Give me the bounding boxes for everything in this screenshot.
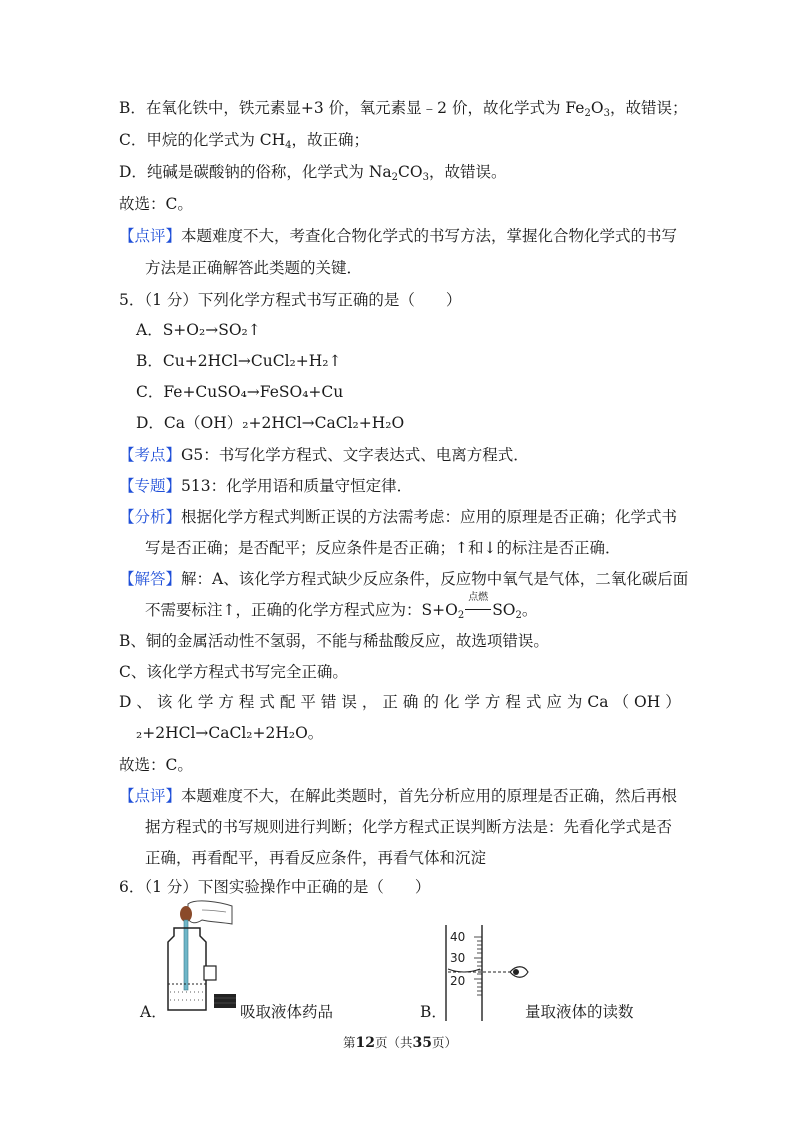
justified-glyph: 正 [382, 693, 398, 711]
answer-c: C、该化学方程式书写完全正确。 [119, 663, 348, 681]
text-line: 方法是正确解答此类题的关键． [145, 259, 363, 277]
analysis-tag: 【分析】 [119, 508, 182, 526]
justified-glyph: ， [361, 693, 378, 711]
page-footer [0, 1033, 800, 1051]
review [119, 786, 677, 806]
answer-text: 解：A、该化学方程式缺少反应条件，反应物中氧气是气体，二氧化碳后面 [181, 570, 689, 588]
option-a: A．S+O₂→SO₂↑ [136, 321, 261, 339]
comment-heading [119, 226, 677, 246]
topic-text: 513：化学用语和质量守恒定律． [181, 477, 413, 495]
justified-glyph: 程 [505, 693, 521, 711]
topic [119, 476, 412, 496]
justified-glyph: 式 [525, 693, 542, 711]
justified-glyph: 应 [546, 693, 562, 711]
footer-text: 第 [342, 1035, 356, 1050]
justified-glyph: （ [613, 693, 630, 711]
text: CO [398, 163, 423, 181]
text-line [119, 98, 687, 118]
knowledge-tag: 【考点】 [119, 446, 182, 464]
option-d: D．Ca（OH）₂+2HCl→CaCl₂+H₂O [136, 414, 405, 432]
justified-glyph: 误 [341, 693, 357, 711]
justified-glyph: 平 [300, 693, 316, 711]
justified-glyph: 该 [156, 693, 173, 711]
comment-text: 本题难度不大，考查化合物化学式的书写方法，掌握化合物化学式的书写 [181, 227, 678, 245]
figure-b-caption: 量取液体的读数 [525, 1003, 634, 1021]
justified-glyph: ） [665, 693, 681, 711]
figure-a-label: A． [140, 1003, 167, 1021]
reaction-condition-arrow [464, 592, 492, 620]
justified-glyph: OH [634, 693, 661, 711]
subscript: 2 [584, 108, 591, 119]
justified-glyph: 化 [443, 693, 460, 711]
selection: 故选：C。 [119, 756, 193, 774]
subscript: 2 [457, 610, 465, 621]
figure-a-caption: 吸取液体药品 [240, 1003, 334, 1021]
text: SO [492, 601, 516, 619]
justified-glyph: 方 [218, 693, 234, 711]
option-b: B．Cu+2HCl→CuCl₂+H₂↑ [136, 352, 342, 370]
text: ，故错误。 [429, 163, 507, 181]
justified-glyph: 配 [279, 693, 296, 711]
question-5: 5．（1 分）下列化学方程式书写正确的是（ ） [119, 291, 462, 309]
subscript: 3 [603, 108, 610, 119]
text: 不需要标注↑，正确的化学方程式应为：S+O [145, 601, 458, 619]
subscript: 4 [285, 140, 292, 151]
answer-tag: 【解答】 [119, 570, 182, 588]
justified-glyph: 式 [259, 693, 275, 711]
eye-icon [510, 967, 528, 978]
subscript: 3 [422, 172, 429, 183]
analysis [119, 507, 677, 527]
text: C．甲烷的化学式为 CH [119, 131, 286, 149]
justified-glyph: 方 [484, 693, 501, 711]
condition-label: 点燃 [468, 592, 489, 603]
review-text-3: 正确，再看配平，再看反应条件，再看气体和沉淀 [145, 849, 487, 867]
answer-equation-line [145, 592, 538, 621]
justified-glyph: 为 [566, 693, 583, 711]
justified-glyph: D [119, 693, 132, 711]
justified-glyph: 化 [177, 693, 193, 711]
justified-glyph: 程 [238, 693, 255, 711]
justified-glyph: 的 [423, 693, 439, 711]
option-c: C．Fe+CuSO₄→FeSO₄+Cu [136, 383, 344, 401]
justified-glyph: 确 [402, 693, 419, 711]
cylinder-tick-40: 40 [450, 930, 466, 944]
answer-d [119, 692, 681, 712]
subscript: 2 [391, 172, 399, 183]
text: ，故正确； [291, 131, 370, 149]
justified-glyph: Ca [587, 693, 609, 711]
answer [119, 569, 688, 589]
question-6: 6．（1 分）下图实验操作中正确的是（ ） [119, 878, 431, 896]
justified-glyph: 、 [136, 693, 152, 711]
text: ，故错误； [609, 99, 688, 117]
text: B．在氧化铁中，铁元素显+3 价，氧元素显﹣2 价，故化学式为 Fe [119, 99, 585, 117]
figure-dropper-bottle [160, 898, 240, 1018]
text: O [590, 99, 604, 117]
arrow-bar [465, 609, 491, 610]
text-line: 故选：C。 [119, 195, 193, 213]
text-line [119, 130, 369, 150]
subscript: 2 [515, 610, 522, 621]
knowledge-text: G5：书写化学方程式、文字表达式、电离方程式． [181, 446, 529, 464]
footer-text: 页） [431, 1035, 457, 1050]
footer-text: 页（共 [374, 1035, 413, 1050]
answer-d-continued: ₂+2HCl→CaCl₂+2H₂O。 [136, 724, 324, 742]
analysis-text: 根据化学方程式判断正误的方法需考虑：应用的原理是否正确；化学式书 [181, 508, 678, 526]
analysis-text-2: 写是否正确；是否配平；反应条件是否正确；↑和↓的标注是否正确． [145, 539, 621, 557]
comment-tag: 【点评】 [119, 227, 182, 245]
text-line [119, 162, 507, 182]
review-tag: 【点评】 [119, 787, 182, 805]
cylinder-tick-20: 20 [450, 974, 466, 988]
review-text-2: 据方程式的书写规则进行判断；化学方程式正误判断方法是：先看化学式是否 [145, 818, 673, 836]
justified-glyph: 学 [197, 693, 214, 711]
review-text: 本题难度不大，在解此类题时，首先分析应用的原理是否正确，然后再根 [181, 787, 678, 805]
knowledge-point [119, 445, 529, 465]
text: D．纯碱是碳酸钠的俗称，化学式为 Na [119, 163, 392, 181]
figure-b-label: B． [420, 1003, 447, 1021]
justified-glyph: 错 [320, 693, 337, 711]
text: 。 [521, 601, 538, 619]
cylinder-tick-30: 30 [450, 951, 466, 965]
page-number: 12 [355, 1035, 375, 1051]
answer-b: B、铜的金属活动性不氢弱，不能与稀盐酸反应，故选项错误。 [119, 632, 549, 650]
justified-glyph: 学 [464, 693, 480, 711]
total-pages: 35 [412, 1035, 432, 1051]
topic-tag: 【专题】 [119, 477, 182, 495]
